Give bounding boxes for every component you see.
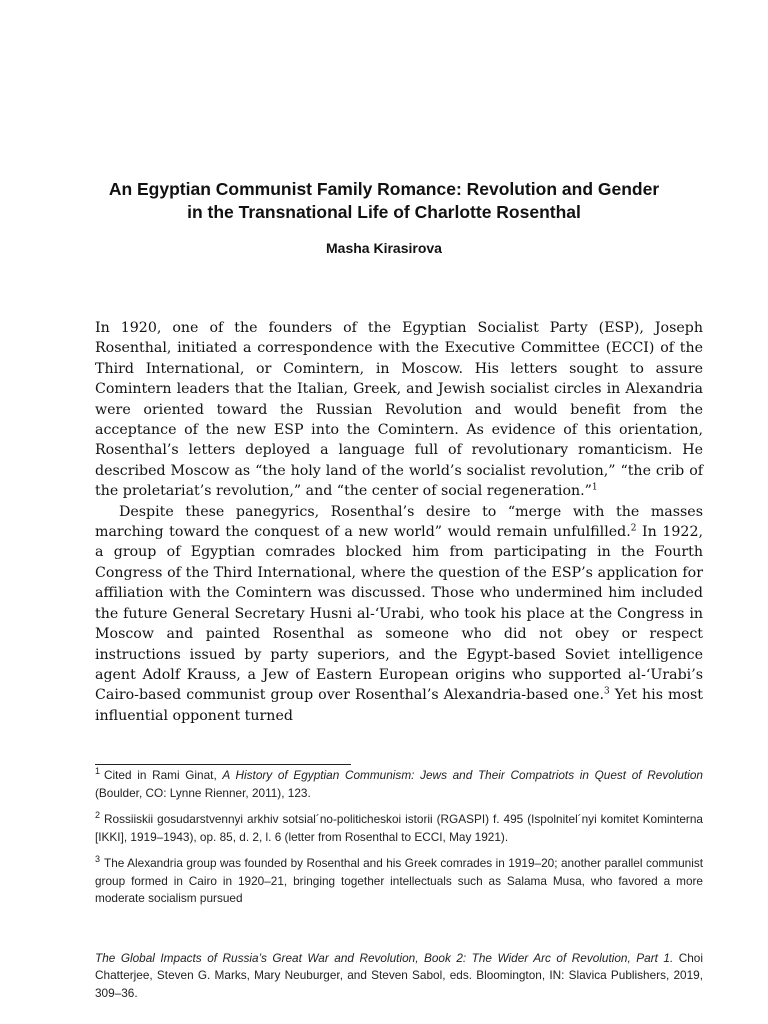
- footnote-2-number: 2: [95, 810, 101, 821]
- author-name: Masha Kirasirova: [326, 240, 442, 256]
- footnote-ref-1[interactable]: 1: [591, 482, 598, 493]
- footnote-3-text: The Alexandria group was founded by Rosenthal and his Greek comrades in 1919–20; another parallel communist group formed in Cairo in 1920–21, bringing together intellectuals such as Salama Musa, who favored a more moderate socialism pursued: [95, 856, 703, 905]
- paragraph-1: [95, 318, 703, 502]
- footnote-1-pre: Cited in Rami Ginat,: [104, 768, 223, 782]
- publication-credit: [95, 950, 703, 1003]
- footnote-1-italic: A History of Egyptian Communism: Jews and Their Compatriots in Quest of Revolution: [222, 768, 703, 782]
- footnote-1-post: (Boulder, CO: Lynne Rienner, 2011), 123.: [95, 785, 311, 800]
- paragraph-2-text-c: Yet his most influential opponent turned: [95, 687, 703, 724]
- footnote-2: [95, 811, 703, 846]
- footnotes: [95, 767, 703, 917]
- paragraph-2: [95, 502, 703, 726]
- article-title: [60, 178, 708, 224]
- footnote-ref-3[interactable]: 3: [604, 686, 610, 697]
- footnote-2-text: Rossiiskii gosudarstvennyi arkhiv sotsial´no-politicheskoi istorii (RGASPI) f. 495 (Ispolnitel´nyi komitet Kominterna [IKKI], 1919–1943), op. 85, d. 2, l. 6 (letter from Rosenthal to ECCI, May 1921).: [95, 812, 703, 844]
- article-title-line-1: An Egyptian Communist Family Romance: Revolution and Gender: [108, 179, 660, 199]
- book-title: The Global Impacts of Russia’s Great War and Revolution, Book 2: The Wider Arc of Revolution, Part 1.: [95, 950, 674, 965]
- paragraph-2-text-a: Despite these panegyrics, Rosenthal’s desire to “merge with the masses marching toward the conquest of a new world” would remain unfulfilled.: [95, 503, 703, 541]
- article-title-line-2: in the Transnational Life of Charlotte Rosenthal: [187, 202, 581, 222]
- footnote-1: [95, 767, 703, 802]
- footnote-divider: [95, 764, 351, 765]
- credit-details: Choi Chatterjee, Steven G. Marks, Mary Neuburger, and Steven Sabol, eds. Bloomington, IN: Slavica Publishers, 2019, 309–36.: [95, 950, 703, 1000]
- footnote-3-number: 3: [95, 854, 101, 865]
- footnote-3: [95, 855, 703, 908]
- paragraph-1-text: In 1920, one of the founders of the Egyptian Socialist Party (ESP), Joseph Rosenthal, initiated a correspondence with the Executive Committee (ECCI) of the Third International, or Comintern, in Moscow. His letters sought to assure Comintern leaders that the Italian, Greek, and Jewish socialist circles in Alexandria were oriented toward the Russian Revolution and would benefit from the acceptance of the new ESP into the Comintern. As evidence of this orientation, Rosenthal’s letters deployed a language full of revolutionary romanticism. He described Moscow as “the holy land of the world’s socialist revolution,” “the crib of the proletariat’s revolution,” and “the center of social regeneration.”: [95, 320, 703, 500]
- body-text: [95, 318, 703, 726]
- footnote-ref-2[interactable]: 2: [630, 523, 637, 534]
- footnote-1-number: 1: [95, 766, 101, 777]
- paragraph-2-text-b: In 1922, a group of Egyptian comrades blocked him from participating in the Fourth Congress of the Third International, where the question of the ESP’s application for affiliation with the Comintern was discussed. Those who undermined him included the future General Secretary Husni al-‘Urabi, who took his place at the Congress in Moscow and painted Rosenthal as someone who did not obey or respect instructions issued by party superiors, and the Egypt-based Soviet intelligence agent Adolf Krauss, a Jew of Eastern European origins who supported al-‘Urabi’s Cairo-based communist group over Rosenthal’s Alexandria-based one.: [95, 524, 703, 704]
